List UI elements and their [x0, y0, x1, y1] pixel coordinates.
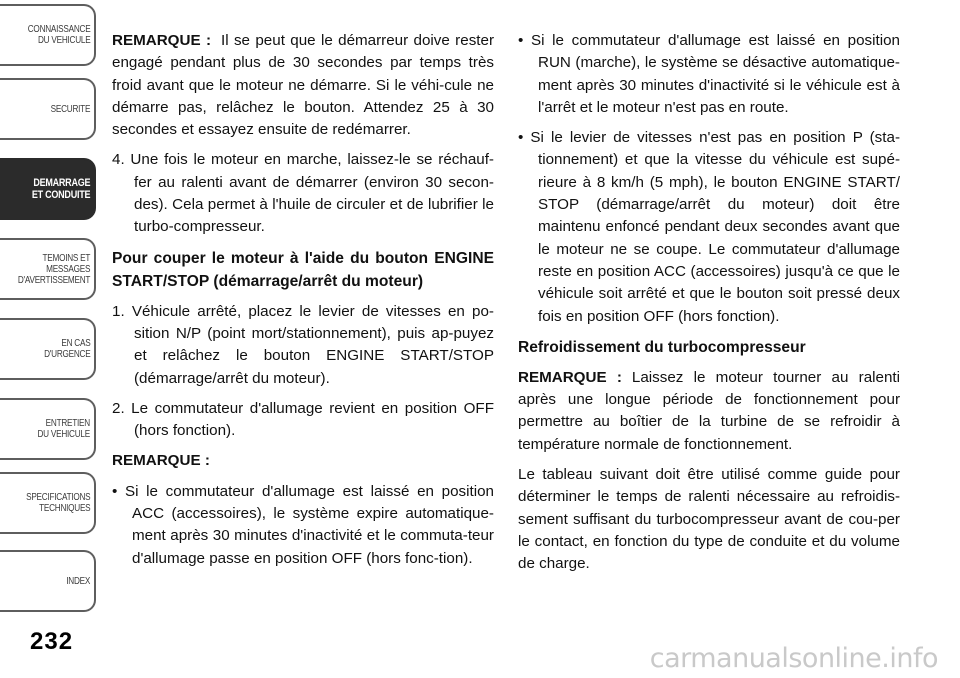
bullet-item: • Si le commutateur d'allumage est laissé en position ACC (accessoires), le système expire automatique-ment après 30 minutes d'inactivité et le commuta-teur d'allumage passe en position OFF (hors fonc-tion). — [112, 482, 494, 567]
chapter-sidebar — [0, 0, 98, 640]
list-item: 2. Le commutateur d'allumage revient en position OFF (hors fonction). — [112, 399, 494, 440]
section-heading: Pour couper le moteur à l'aide du bouton ENGINE START/STOP (démarrage/arrêt du moteur) — [112, 249, 494, 290]
tab-label: INDEX — [66, 575, 90, 587]
list-item: 4. Une fois le moteur en marche, laissez-le se réchauf-fer au ralenti avant de démarrer (environ 30 secon-des). Cela permet à l'huile de circuler et de lubrifier le turbo-compresseur. — [112, 151, 494, 236]
right-column — [518, 30, 900, 584]
tab-label: TEMOINS ET MESSAGES D'AVERTISSEMENT — [17, 252, 90, 286]
tab-index[interactable] — [0, 550, 96, 612]
page-number: 232 — [30, 628, 74, 655]
tab-specifications-techniques[interactable] — [0, 472, 96, 534]
tab-label: DEMARRAGE ET CONDUITE — [31, 177, 90, 201]
note-paragraph — [112, 30, 494, 141]
list-item: 1. Véhicule arrêté, placez le levier de vitesses en po-sition N/P (point mort/stationnement), puis ap-puyez et relâchez le bouton ENGINE START/STOP (démarrage/arrêt du moteur). — [112, 302, 494, 387]
watermark: carmanualsonline.info — [649, 643, 938, 674]
note-text: Laissez le moteur tourner au ralenti après une longue période de fonctionnement pour permettre au boîtier de la turbine de se refroidir à température normale de fonctionnement. — [518, 368, 901, 453]
tab-label: ENTRETIEN DU VEHICULE — [37, 418, 90, 440]
note-paragraph — [518, 367, 900, 456]
tab-entretien-du-vehicule[interactable] — [0, 398, 96, 460]
tab-label: EN CAS D'URGENCE — [43, 338, 90, 360]
bullet-item: • Si le commutateur d'allumage est laissé en position RUN (marche), le système se désactive automatique-ment après 30 minutes d'inactivité si le véhicule est à l'arrêt et le moteur n'est pas en route. — [518, 32, 900, 116]
tab-securite[interactable] — [0, 78, 96, 140]
tab-demarrage-et-conduite[interactable] — [0, 158, 96, 220]
tab-label: CONNAISSANCE DU VEHICULE — [27, 24, 90, 46]
tab-en-cas-d-urgence[interactable] — [0, 318, 96, 380]
note-label: REMARQUE : — [518, 368, 622, 386]
tab-connaissance-du-vehicule[interactable] — [0, 4, 96, 66]
left-column — [112, 30, 494, 578]
tab-label: SPECIFICATIONS TECHNIQUES — [25, 492, 90, 514]
note-label: REMARQUE : — [112, 32, 212, 49]
bullet-item: • Si le levier de vitesses n'est pas en position P (sta-tionnement) et que la vitesse du véhicule est supé-rieure à 8 km/h (5 mph), le bouton ENGINE START/ STOP (démarrage/arrêt du moteur) doit être maintenu enfoncé pendant deux secondes avant que le moteur ne se coupe. Le commutateur d'allumage reste en position ACC (accessoires) jusqu'à ce que le véhicule soit arrêté et que le bouton soit pressé deux fois en position OFF (hors fonction). — [518, 129, 900, 325]
section-heading: Refroidissement du turbocompresseur — [518, 338, 806, 356]
note-label: REMARQUE : — [112, 452, 210, 470]
tab-label: SECURITE — [50, 103, 90, 115]
note-text: Il se peut que le démarreur doive rester engagé pendant plus de 30 secondes par temps très froid avant que le moteur ne démarre. Si le véhi-cule ne démarre pas, relâchez le bouton. Attendez 25 à 30 secondes et essayez ensuite de redémarrer. — [112, 32, 495, 139]
body-paragraph: Le tableau suivant doit être utilisé comme guide pour déterminer le temps de ralenti nécessaire au refroidis-sement suffisant du turbocompresseur avant de cou-per le contact, en fonction du type de conduite et du volume de charge. — [518, 466, 900, 573]
tab-temoins-et-messages[interactable] — [0, 238, 96, 300]
